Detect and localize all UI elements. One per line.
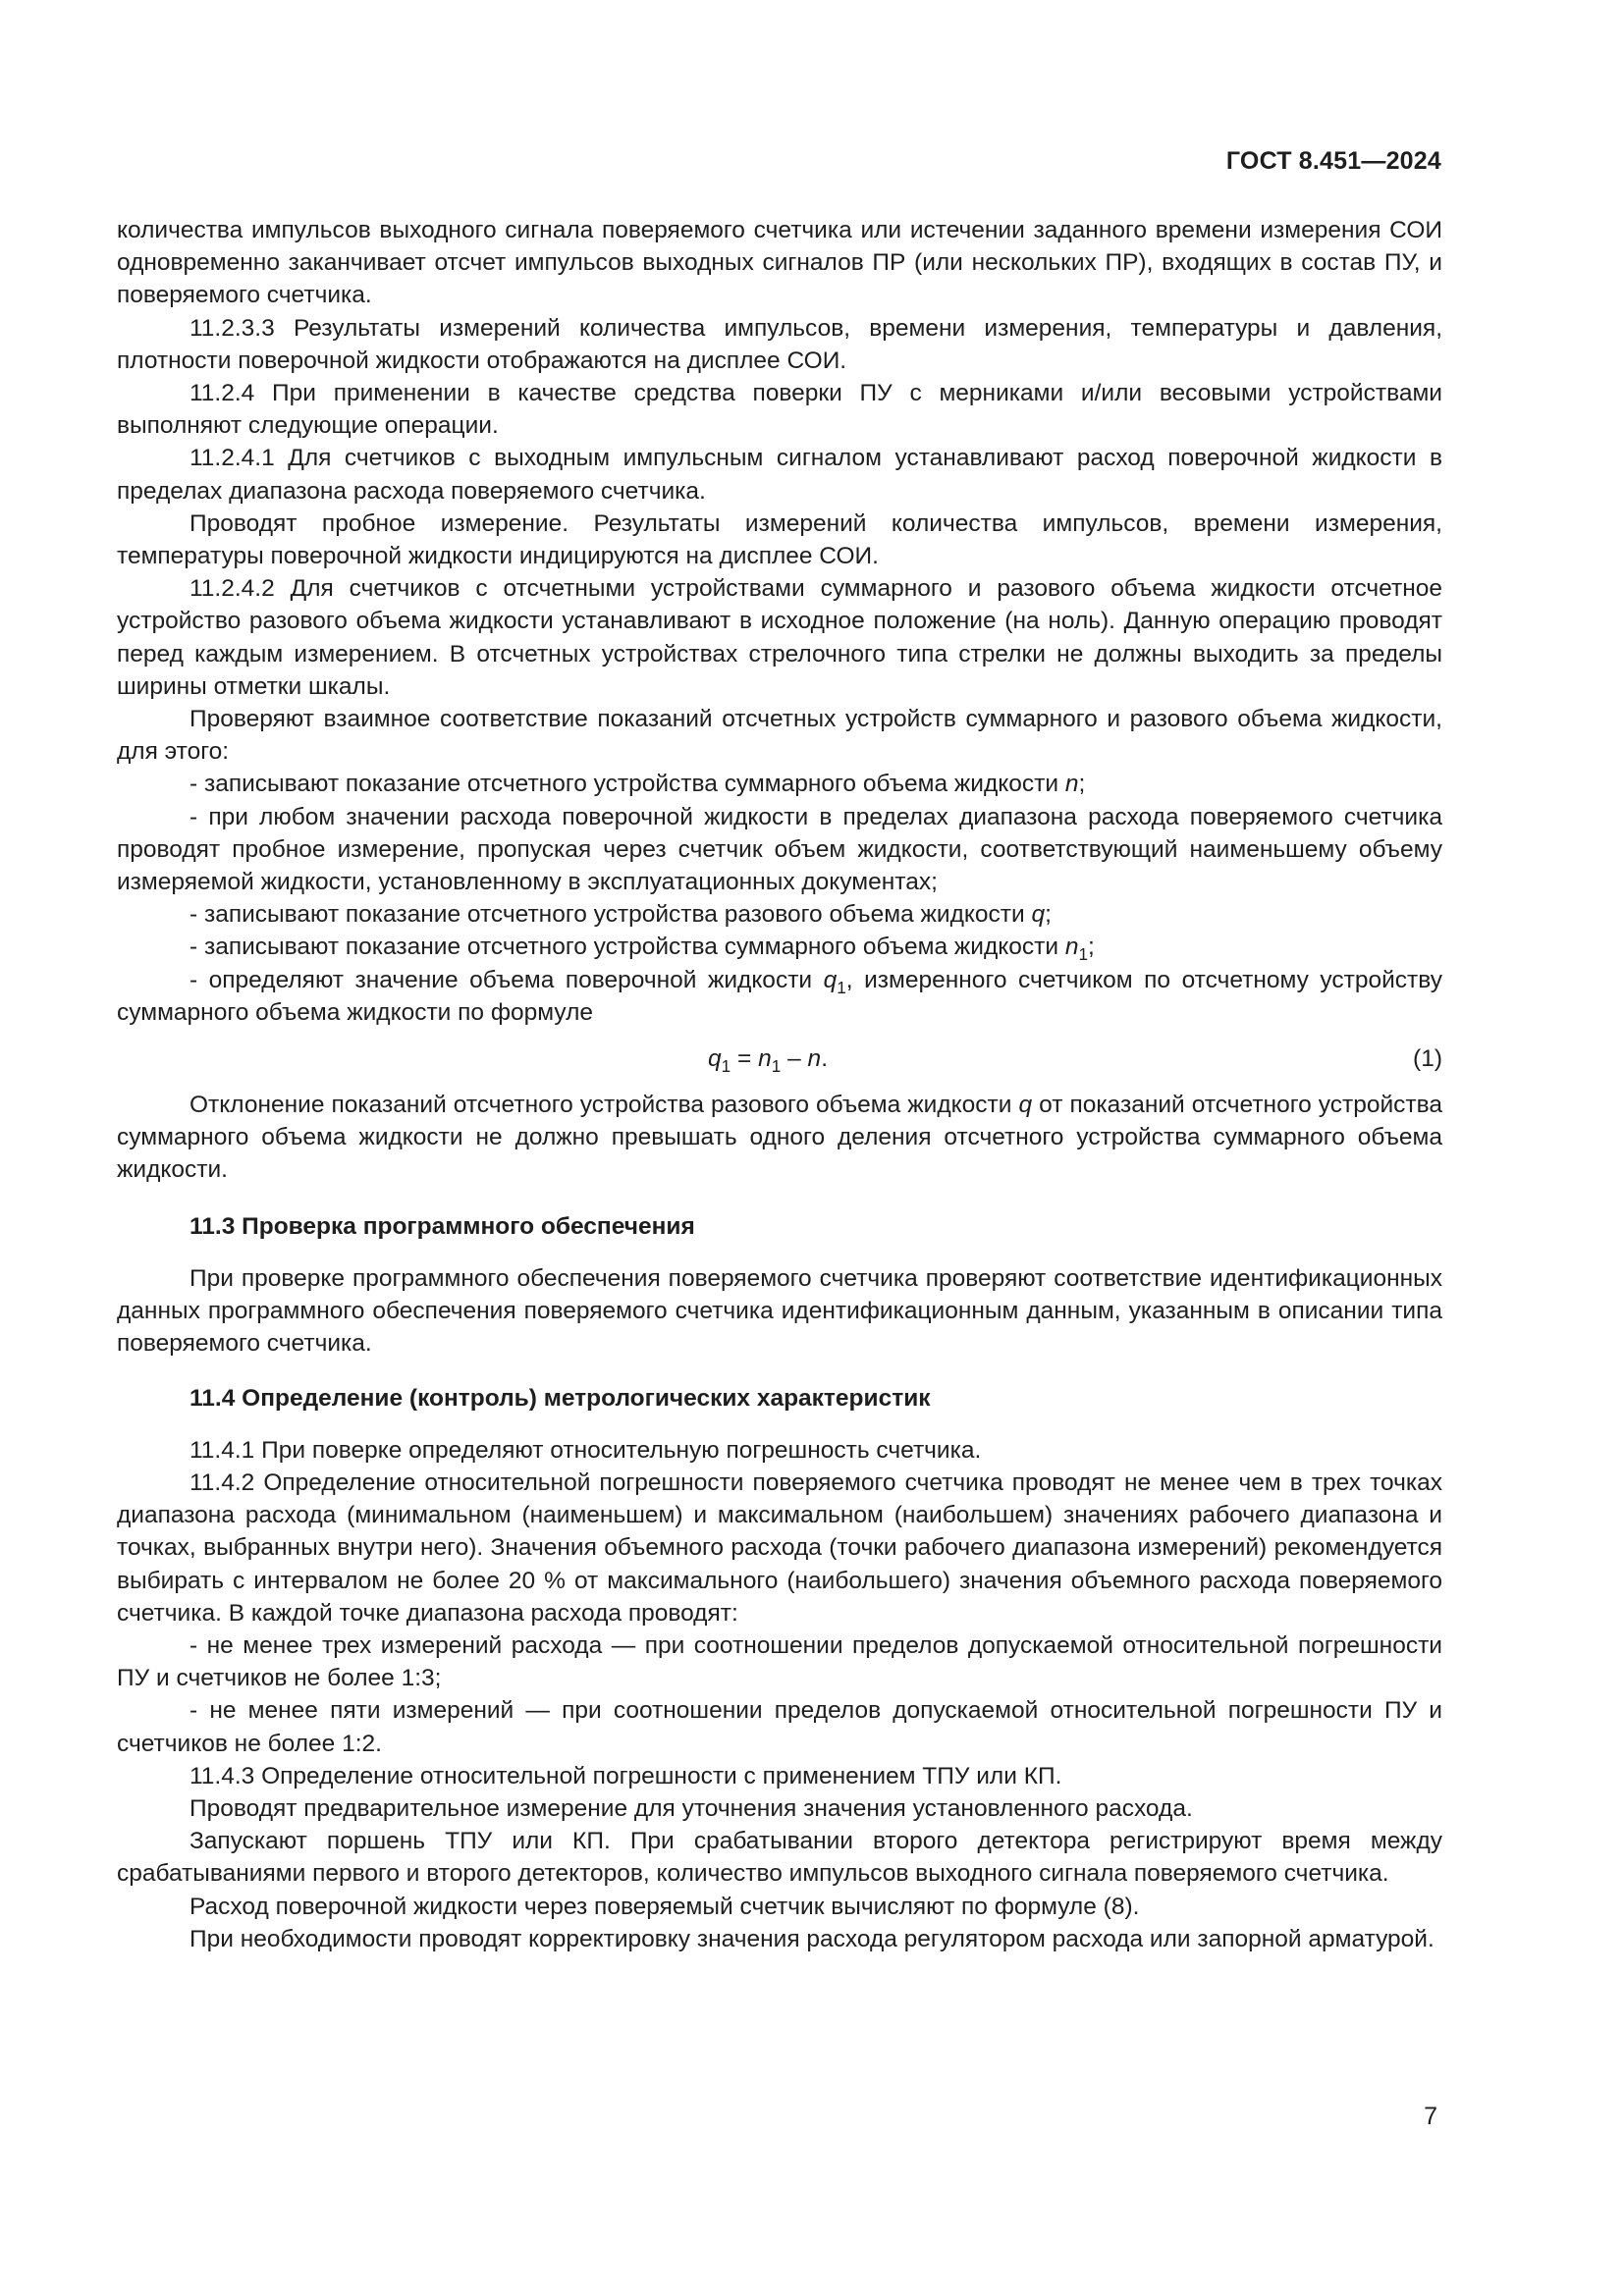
list-item xyxy=(117,931,1442,963)
paragraph: 11.2.4 При применении в качестве средства поверки ПУ с мерниками и/или весовыми устройствами выполняют следующие операции. xyxy=(117,380,1442,440)
variable-q: q xyxy=(823,966,838,993)
list-item: - не менее трех измерений расхода — при соотношении пределов допускаемой относительной погрешности ПУ и счетчиков не более 1:3; xyxy=(117,1631,1442,1692)
variable-q: q xyxy=(1018,1092,1033,1119)
paragraph: Проводят предварительное измерение для уточнения значения установленного расхода. xyxy=(189,1794,1193,1822)
paragraph: 11.4.3 Определение относительной погрешности с применением ТПУ или КП. xyxy=(189,1762,1062,1789)
formula-rhs-var2: n xyxy=(807,1045,822,1073)
variable-n: n xyxy=(1064,771,1079,798)
list-item-end: ; xyxy=(1078,771,1086,798)
page-number: 7 xyxy=(1424,2103,1437,2130)
list-item-text: , измеренного счетчиком по отсчетному устройству суммарного объема жидкости по формуле xyxy=(117,966,1442,1026)
formula-line xyxy=(117,1042,1442,1075)
subscript: 1 xyxy=(1078,944,1089,965)
formula-lhs-var: q xyxy=(708,1045,722,1073)
list-item-end: ; xyxy=(1045,901,1052,929)
list-item-text: - определяют значение объема поверочной жидкости xyxy=(189,966,824,993)
formula-end: . xyxy=(821,1045,828,1073)
document-body xyxy=(117,214,1442,1955)
list-item-text: - записывают показание отсчетного устройства разового объема жидкости xyxy=(189,901,1032,929)
paragraph: 11.2.3.3 Результаты измерений количества импульсов, времени измерения, температуры и давления, плотности поверочной жидкости отображаются на дисплее СОИ. xyxy=(117,314,1442,374)
paragraph: Проводят пробное измерение. Результаты измерений количества импульсов, времени измерения, температуры поверочной жидкости индицируются на дисплее СОИ. xyxy=(117,509,1442,570)
formula-eq: = xyxy=(731,1045,759,1073)
formula-number: (1) xyxy=(1413,1045,1442,1073)
subscript: 1 xyxy=(837,977,846,997)
section-heading-11-3: 11.3 Проверка программного обеспечения xyxy=(189,1212,695,1240)
section-heading-11-4: 11.4 Определение (контроль) метрологических характеристик xyxy=(189,1384,931,1412)
paragraph: 11.4.1 При поверке определяют относительную погрешность счетчика. xyxy=(189,1436,982,1464)
paragraph: 11.2.4.2 Для счетчиков с отсчетными устройствами суммарного и разового объема жидкости отсчетное устройство разового объема жидкости устанавливают в исходное положение (на ноль). Данную операцию проводят перед каждым измерением. В отсчетных устройствах стрелочного типа стрелки не должны выходить за пределы ширины отметки шкалы. xyxy=(117,575,1442,700)
formula-lhs-sub: 1 xyxy=(721,1056,731,1077)
paragraph: При проверке программного обеспечения поверяемого счетчика проверяют соответствие идентификационных данных программного обеспечения поверяемого счетчика идентификационным данным, указанным в описании типа поверяемого счетчика. xyxy=(117,1264,1442,1358)
formula-rhs-var1: n xyxy=(758,1045,772,1073)
variable-q: q xyxy=(1031,901,1046,929)
paragraph: 11.4.2 Определение относительной погрешности поверяемого счетчика проводят не менее чем в трех точках диапазона расхода (минимальном (наименьшем) и максимальном (наибольшем) значениях рабочего диапазона и точках, выбранных внутри него). Значения объемного расхода (точки рабочего диапазона измерений) рекомендуется выбирать с интервалом не более 20 % от максимального (наибольшего) значения объемного расхода поверяемого счетчика. В каждой точке диапазона расхода проводят: xyxy=(117,1468,1442,1627)
variable-n: n xyxy=(1064,934,1079,961)
document-standard-id: ГОСТ 8.451—2024 xyxy=(1225,147,1441,175)
list-item xyxy=(117,964,1442,1029)
formula-expression xyxy=(708,1042,828,1075)
paragraph: 11.2.4.1 Для счетчиков с выходным импульсным сигналом устанавливают расход поверочной жидкости в пределах диапазона расхода поверяемого счетчика. xyxy=(117,445,1442,505)
paragraph-text: Отклонение показаний отсчетного устройства разового объема жидкости xyxy=(189,1092,1019,1119)
paragraph: При необходимости проводят корректировку значения расхода регулятором расхода или запорной арматурой. xyxy=(189,1925,1435,1952)
list-item xyxy=(117,768,1442,800)
paragraph-text: от показаний отсчетного устройства суммарного объема жидкости не должно превышать одного деления отсчетного устройства суммарного объема жидкости. xyxy=(117,1092,1442,1184)
paragraph: Расход поверочной жидкости через поверяемый счетчик вычисляют по формуле (8). xyxy=(189,1893,1140,1920)
list-item-end: ; xyxy=(1088,934,1095,961)
paragraph: количества импульсов выходного сигнала поверяемого счетчика или истечении заданного времени измерения СОИ одновременно заканчивает отсчет импульсов выходных сигналов ПР (или нескольких ПР), входящих в состав ПУ, и поверяемого счетчика. xyxy=(117,217,1442,309)
paragraph xyxy=(117,1089,1442,1187)
formula-rhs-sub1: 1 xyxy=(771,1056,782,1077)
formula-minus: – xyxy=(781,1045,808,1073)
paragraph: Запускают поршень ТПУ или КП. При срабатывании второго детектора регистрируют время между срабатываниями первого и второго детекторов, количество импульсов выходного сигнала поверяемого счетчика. xyxy=(117,1828,1442,1888)
list-item: - не менее пяти измерений — при соотношении пределов допускаемой относительной погрешности ПУ и счетчиков не более 1:2. xyxy=(117,1697,1442,1757)
list-item-text: - записывают показание отсчетного устройства суммарного объема жидкости xyxy=(189,934,1065,961)
list-item: - при любом значении расхода поверочной жидкости в пределах диапазона расхода поверяемого счетчика проводят пробное измерение, пропуская через счетчик объем жидкости, соответствующий наименьшему объему измеряемой жидкости, установленному в эксплуатационных документах; xyxy=(117,803,1442,896)
paragraph: Проверяют взаимное соответствие показаний отсчетных устройств суммарного и разового объема жидкости, для этого: xyxy=(117,706,1442,766)
list-item-text: - записывают показание отсчетного устройства суммарного объема жидкости xyxy=(189,771,1065,798)
list-item xyxy=(117,898,1442,931)
